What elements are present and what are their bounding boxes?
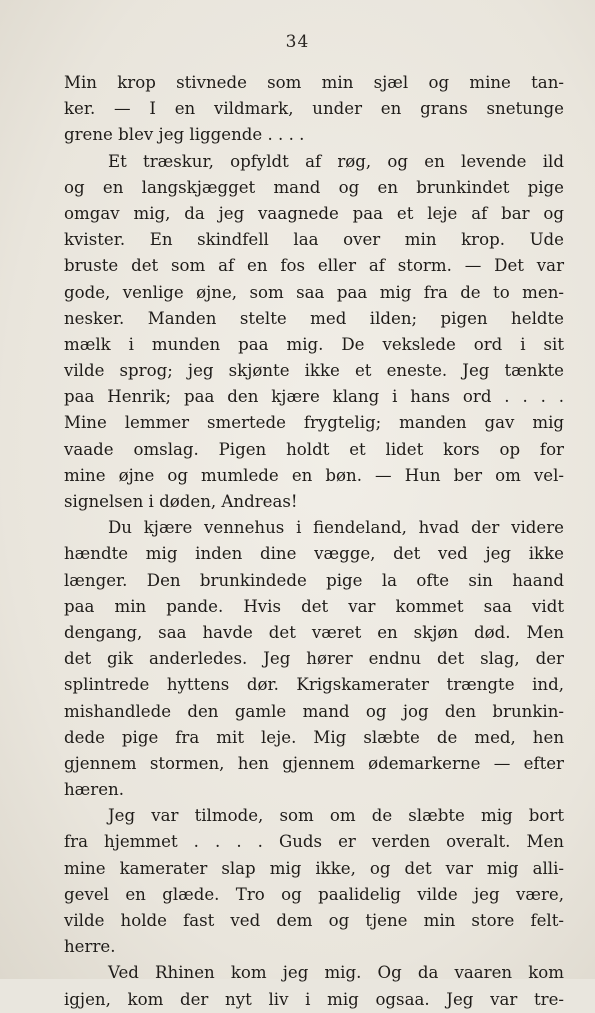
text-line: paa Henrik; paa den kjære klang i hans ord . . . . — [64, 387, 564, 407]
body-text — [64, 70, 564, 1013]
text-line: vaade omslag. Pigen holdt et lidet kors op for — [64, 439, 564, 459]
text-line: vilde holde fast ved dem og tjene min store felt- — [64, 911, 564, 930]
text-line: mine øjne og mumlede en bøn. — Hun ber om vel- — [64, 465, 564, 485]
text-line: omgav mig, da jeg vaagnede paa et leje af bar og — [64, 203, 564, 223]
text-line: Jeg var tilmode, som om de slæbte mig bort — [108, 806, 564, 826]
text-line: Min krop stivnede som min sjæl og mine tan- — [64, 73, 564, 92]
text-line: nesker. Manden stelte med ilden; pigen heldte — [64, 308, 564, 328]
text-line: hændte mig inden dine vægge, det ved jeg ikke — [64, 544, 564, 564]
text-line: Et træskur, opfyldt af røg, og en levende ild — [108, 151, 564, 171]
text-line: paa min pande. Hvis det var kommet saa vidt — [64, 596, 564, 616]
text-line: mine kamerater slap mig ikke, og det var mig alli- — [64, 858, 564, 878]
text-line: mælk i munden paa mig. De vekslede ord i sit — [64, 334, 564, 354]
text-line: Du kjære vennehus i fiendeland, hvad der videre — [108, 518, 564, 538]
text-line: Mine lemmer smertede frygtelig; manden gav mig — [64, 413, 564, 433]
text-line: og en langskjægget mand og en brunkindet pige — [64, 177, 564, 197]
text-line: signelsen i døden, Andreas! — [64, 492, 298, 511]
text-line: ker. — I en vildmark, under en grans snetunge — [64, 99, 564, 119]
text-line: gevel en glæde. Tro og paalidelig vilde jeg være, — [64, 884, 564, 904]
text-line: mishandlede den gamle mand og jog den brunkin- — [64, 701, 564, 721]
text-line: igjen, kom der nyt liv i mig ogsaa. Jeg var tre- — [64, 989, 564, 1009]
text-line: dede pige fra mit leje. Mig slæbte de med, hen — [64, 727, 564, 747]
text-line: splintrede hyttens dør. Krigskamerater trængte ind, — [64, 675, 564, 695]
text-line: vilde sprog; jeg skjønte ikke et eneste. Jeg tænkte — [64, 361, 564, 381]
page-number: 34 — [285, 32, 310, 52]
text-line: fra hjemmet . . . . Guds er verden overalt. Men — [64, 832, 564, 852]
text-line: bruste det som af en fos eller af storm. — Det var — [64, 256, 564, 276]
text-line: kvister. En skindfell laa over min krop. Ude — [64, 230, 564, 250]
text-line: gjennem stormen, hen gjennem ødemarkerne — efter — [64, 753, 564, 773]
text-line: Ved Rhinen kom jeg mig. Og da vaaren kom — [108, 963, 564, 983]
text-line: hæren. — [64, 780, 124, 800]
text-line: dengang, saa havde det været en skjøn død. Men — [64, 622, 564, 642]
text-line: grene blev jeg liggende . . . . — [64, 125, 305, 145]
text-line: gode, venlige øjne, som saa paa mig fra de to men- — [64, 282, 564, 302]
text-line: længer. Den brunkindede pige la ofte sin haand — [64, 570, 564, 590]
text-line: herre. — [64, 937, 116, 957]
text-line: det gik anderledes. Jeg hører endnu det slag, der — [64, 649, 564, 669]
